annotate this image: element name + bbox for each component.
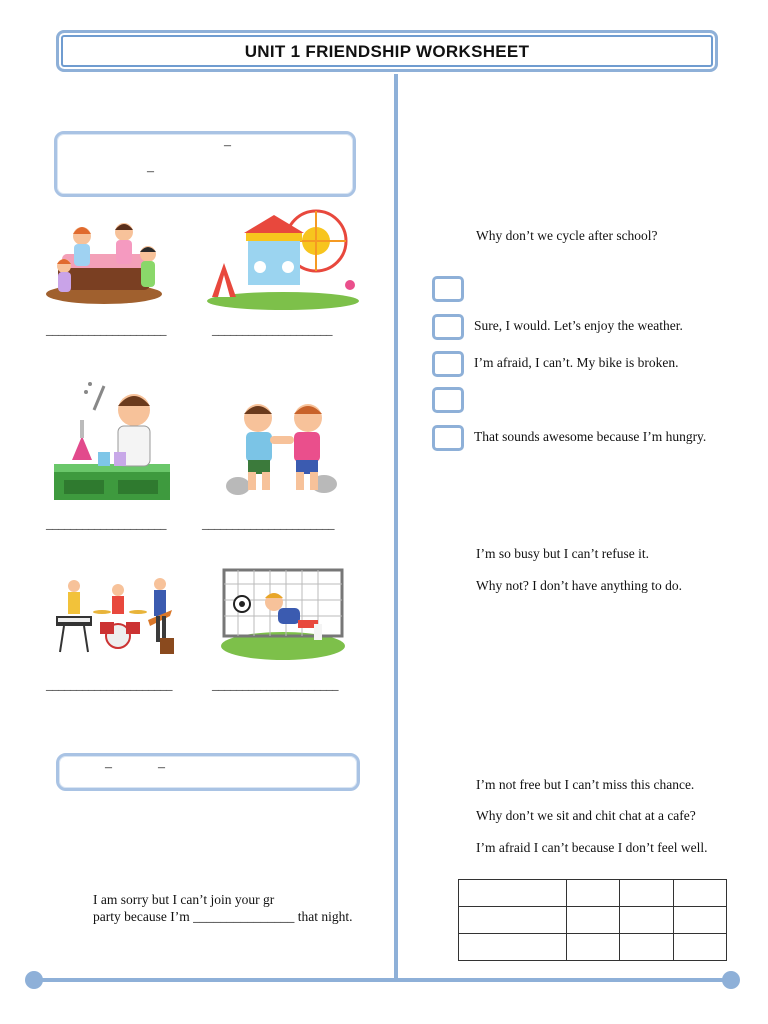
amusement-park-icon — [204, 205, 362, 311]
table-cell[interactable] — [459, 934, 567, 961]
pajama-party-icon — [44, 214, 170, 310]
answer-checkbox-5[interactable] — [432, 425, 464, 451]
section-2-line-1: I’m so busy but I can’t refuse it. — [476, 546, 649, 561]
table-row — [459, 880, 727, 907]
instruction-2-dash-a: – — [105, 760, 112, 775]
instruction-2-dash-b: – — [158, 760, 165, 775]
letter-line-2 — [93, 909, 352, 925]
bottom-rule-left-dot — [25, 971, 43, 989]
column-divider — [394, 74, 398, 980]
table-cell[interactable] — [459, 907, 567, 934]
answer-blank-1[interactable]: ____________________ — [46, 322, 166, 337]
table-row — [459, 907, 727, 934]
table-cell[interactable] — [567, 880, 620, 907]
table-cell[interactable] — [459, 880, 567, 907]
section-2-line-2: Why not? I don’t have anything to do. — [476, 578, 682, 593]
table-cell[interactable] — [620, 880, 674, 907]
answer-blank-3[interactable]: ____________________ — [46, 516, 166, 531]
bottom-rule — [34, 978, 732, 982]
goalkeeper-icon — [218, 566, 348, 662]
band-concert-icon — [52, 574, 182, 658]
instruction-box-1 — [54, 131, 356, 197]
bottom-rule-right-dot — [722, 971, 740, 989]
table-cell[interactable] — [567, 934, 620, 961]
scientist-lab-icon — [52, 380, 172, 502]
section-3-line-1: I’m not free but I can’t miss this chance. — [476, 777, 695, 792]
letter-line-1: I am sorry but I can’t join your gr — [93, 892, 275, 907]
score-table — [458, 879, 727, 961]
letter-line-2-end: that night. — [297, 909, 353, 924]
boys-fighting-icon — [224, 398, 340, 498]
table-cell[interactable] — [674, 934, 727, 961]
instruction-box-2 — [56, 753, 360, 791]
answer-text-3: I’m afraid, I can’t. My bike is broken. — [474, 355, 679, 370]
answer-text-2: Sure, I would. Let’s enjoy the weather. — [474, 318, 683, 333]
letter-line-2-start: party because I’m — [93, 909, 190, 924]
table-cell[interactable] — [620, 907, 674, 934]
table-cell[interactable] — [620, 934, 674, 961]
table-cell[interactable] — [674, 907, 727, 934]
table-cell[interactable] — [674, 880, 727, 907]
answer-blank-5[interactable]: _____________________ — [46, 677, 172, 692]
answer-checkbox-4[interactable] — [432, 387, 464, 413]
section-3-line-2: Why don’t we sit and chit chat at a cafe? — [476, 808, 696, 823]
answer-text-5: That sounds awesome because I’m hungry. — [474, 429, 707, 444]
section-3-line-3: I’m afraid I can’t because I don’t feel well. — [476, 840, 708, 855]
instruction-1-dash-b: – — [147, 164, 154, 179]
table-row — [459, 934, 727, 961]
answer-blank-2[interactable]: ____________________ — [212, 322, 332, 337]
answer-blank-4[interactable]: ______________________ — [202, 516, 334, 531]
answer-checkbox-1[interactable] — [432, 276, 464, 302]
letter-line-2-blank[interactable]: _______________ — [193, 909, 295, 924]
page-title: UNIT 1 FRIENDSHIP WORKSHEET — [244, 42, 530, 61]
instruction-1-dash-a: – — [224, 138, 231, 153]
table-cell[interactable] — [567, 907, 620, 934]
answer-checkbox-2[interactable] — [432, 314, 464, 340]
answer-checkbox-3[interactable] — [432, 351, 464, 377]
question-text: Why don’t we cycle after school? — [476, 228, 658, 243]
answer-blank-6[interactable]: _____________________ — [212, 677, 338, 692]
